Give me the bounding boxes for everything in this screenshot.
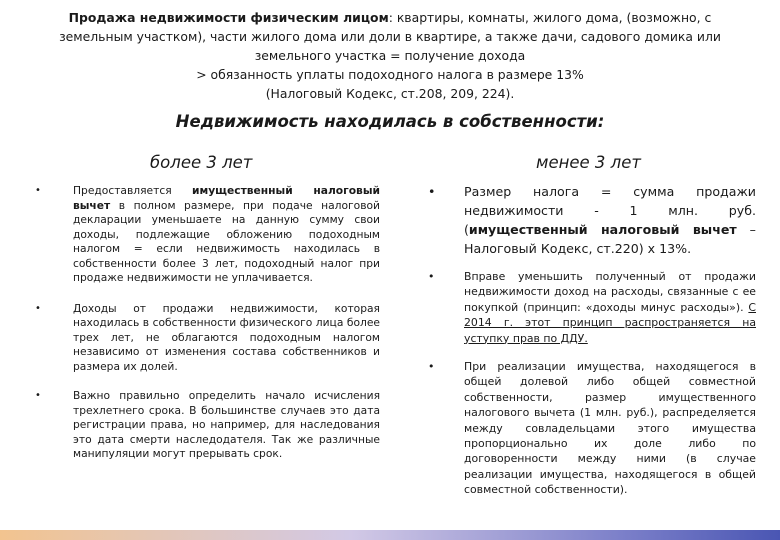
section-subtitle: Недвижимость находилась в собственности: [175, 112, 605, 131]
right-item-2-underlined: С 2014 г. этот принцип распространяется на уступку прав по ДДУ. [464, 300, 756, 345]
header-line-1-rest: : квартиры, комнаты, жилого дома, (возможно, с [388, 10, 712, 25]
left-item-1-bold: имущественный налоговый вычет [73, 184, 380, 212]
header-line-4: > обязанность уплаты подоходного налога в размере 13% [196, 67, 584, 82]
header-line-5: (Налоговый Кодекс, ст.208, 209, 224). [265, 86, 515, 101]
right-item-1 [428, 182, 756, 258]
left-column-title: более 3 лет [150, 153, 253, 172]
right-item-1-pre: Размер налога = сумма продажи недвижимости - 1 млн. руб. ( [464, 184, 756, 237]
left-item-2 [35, 301, 380, 375]
bullet-icon: • [35, 390, 41, 401]
right-item-1-post: – Налоговый Кодекс, ст.220) х 13%. [464, 222, 756, 256]
right-item-2-text: Вправе уменьшить полученный от продажи недвижимости доход на расходы, связанные с ее покупкой (принцип: «доходы минус расходы»). [464, 270, 756, 314]
header-bold: Продажа недвижимости физическим лицом [68, 10, 389, 25]
bullet-icon: • [35, 302, 41, 314]
right-item-3-text: При реализации имущества, находящегося в общей долевой либо общей совместной собственности, размер имущественного налогового вычета (1 млн. руб.), распределяется между совладельцами этого имущества пропорционально их доле либо по договоренности между ними (в случае реализации имущества, находящегося в общей совместной собственности). [464, 360, 756, 497]
bullet-icon: • [428, 184, 436, 199]
left-item-3 [35, 389, 380, 462]
header-text [28, 8, 752, 103]
bullet-icon: • [35, 185, 41, 196]
left-column [35, 184, 380, 462]
bullet-icon: • [428, 270, 435, 283]
left-item-2-text: Доходы от продажи недвижимости, которая находилась в собственности физического лица более трех лет, не облагаются подоходным налогом независимо от изменения состава собственников и размера их долей. [73, 301, 380, 373]
header-line-2: земельным участком), части жилого дома или доли в квартире, а также дачи, садового домика или [59, 29, 721, 44]
footer-gradient-bar [0, 530, 780, 540]
right-column-title: менее 3 лет [536, 153, 641, 172]
right-item-1-bold: имущественный налоговый вычет [468, 222, 737, 237]
right-column [428, 182, 756, 498]
header-line-3: земельного участка = получение дохода [254, 48, 526, 63]
left-item-1 [35, 184, 380, 286]
header-line-1 [28, 8, 752, 27]
left-item-3-text: Важно правильно определить начало исчисления трехлетнего срока. В большинстве случаев это дата регистрации права, но например, для наследования это дата смерти наследодателя. Так же различные манипуляции могут прерывать срок. [73, 389, 380, 460]
right-item-2 [428, 269, 756, 346]
left-item-1-post: в полном размере, при подаче налоговой декларации уменьшаете на данную сумму свои доходы, подлежащие обложению подоходным налогом = если недвижимость находилась в собственности более 3 лет, подоходный налог при продаже недвижимости не уплачивается. [73, 198, 380, 284]
bullet-icon: • [428, 360, 435, 374]
right-item-3 [428, 359, 756, 498]
left-item-1-pre: Предоставляется [73, 184, 172, 197]
